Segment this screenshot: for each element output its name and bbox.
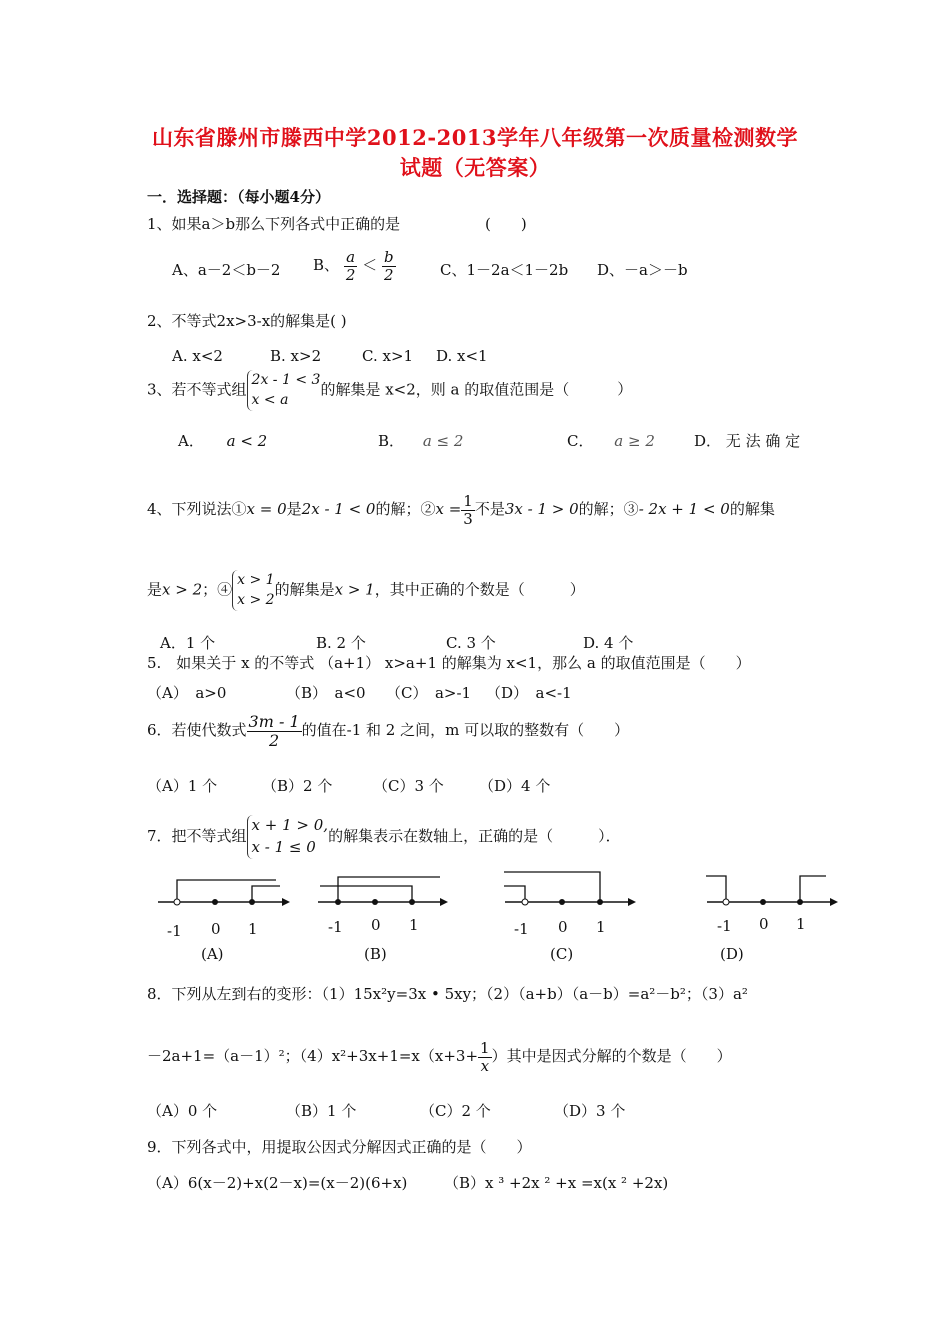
q2-option-d: D. x<1 [436,347,488,365]
tick-c-1: 1 [596,918,606,936]
q4-frac: $\frac{1}{3}$ [463,492,473,528]
q6-stem: 6．若使代数式 $\frac{3m - 1}{2}$ 的值在-1 和 2 之间，m 可以取的整数有（ ） [147,712,630,750]
q1-option-d: D、－a＞－b [597,261,688,279]
q4-option-d: D. 4 个 [583,634,634,652]
q2-stem: 2、不等式2x>3-x的解集是( ) [147,312,347,330]
tick-a-1: 1 [248,920,258,938]
q6-frac: $\frac{3m - 1}{2}$ [248,712,300,750]
tick-b-1: 1 [409,916,419,934]
q6-option-a: （A）1 个 [147,777,218,795]
q8-frac: $\frac{1}{x}$ [480,1039,490,1075]
q1-b-frac-b: $\frac{b}{2}$ [383,248,394,284]
q8-option-c: （C）2 个 [420,1102,491,1120]
q3-option-d: D． 无 法 确 定 [694,432,801,450]
q9-option-a: （A）6(x－2)+x(2－x)=(x－2)(6+x) [147,1174,408,1192]
q1-option-b [313,249,396,283]
q8-line2: －2a+1=（a－1）²；（4）x²+3x+1=x（x+3+ $\frac{1}{x}$ ）其中是因式分解的个数是（ ） [147,1039,732,1075]
q4-option-a: A．1 个 [160,634,216,652]
q1-b-lt: ＜ [362,256,378,274]
number-line-c [504,872,636,906]
q5-option-b: （B） a<0 [286,684,366,702]
tick-a-m1: -1 [167,922,182,940]
q7-number-lines [150,868,850,968]
tick-c-0: 0 [558,918,568,936]
number-line-a [158,880,290,906]
q4-system: x > 1 x > 2 [232,570,274,611]
q7-label-b: (B) [364,945,387,963]
number-line-d [706,876,838,906]
q9-option-b: （B）x ³ +2x ² +x =x(x ² +2x) [444,1174,669,1192]
tick-b-0: 0 [371,916,381,934]
q1-stem: 1、如果a＞b那么下列各式中正确的是 [147,215,401,233]
q3-option-c: C． a ≥ 2 [567,432,655,450]
q8-option-a: （A）0 个 [147,1102,218,1120]
q5-option-c: （C） a>-1 [386,684,472,702]
q4-option-b: B. 2 个 [316,634,366,652]
q3-option-a: A． a < 2 [178,432,268,450]
q1-option-a: A、a－2＜b－2 [172,261,281,279]
q7-stem: 7．把不等式组x + 1 > 0, x - 1 ≤ 0的解集表示在数轴上，正确的是（ ）． [147,815,621,859]
q2-option-a: A. x<2 [172,347,223,365]
q8-option-b: （B）1 个 [286,1102,357,1120]
q7-system: x + 1 > 0, x - 1 ≤ 0 [247,815,329,859]
q4-line1: 4、下列说法①x = 0是2x - 1 < 0的解；②x = $\frac{1}{3}$ 不是3x - 1 > 0的解；③- 2x + 1 < 0的解集 [147,492,775,528]
tick-c-m1: -1 [514,920,529,938]
tick-d-0: 0 [759,915,769,933]
q5-option-d: （D） a<-1 [486,684,572,702]
tick-d-m1: -1 [717,917,732,935]
q6-option-c: （C）3 个 [373,777,444,795]
q7-label-c: (C) [550,945,574,963]
q4-line2: 是x > 2；④x > 1 x > 2的解集是x > 1，其中正确的个数是（ ） [147,570,585,611]
number-line-b [318,877,448,906]
section-heading: 一．选择题：（每小题4分） [147,188,330,206]
q3-system: 2x - 1 < 3 x < a [247,370,321,411]
q3-option-b: B． a ≤ 2 [378,432,464,450]
q5-stem: 5. 如果关于 x 的不等式 （a+1） x>a+1 的解集为 x<1，那么 a 的取值范围是（ ） [147,654,751,672]
q9-stem: 9．下列各式中，用提取公因式分解因式正确的是（ ） [147,1138,532,1156]
q1-option-c: C、1－2a＜1－2b [440,261,569,279]
q8-line1: 8．下列从左到右的变形：（1）15x²y=3x • 5xy；（2）（a+b）（a－b）=a²－b²；（3）a² [147,985,748,1003]
q1-b-frac-a: $\frac{a}{2}$ [345,248,356,284]
q8-option-d: （D）3 个 [554,1102,626,1120]
q6-option-b: （B）2 个 [262,777,333,795]
q1-b-label: B、 [313,256,340,274]
tick-d-1: 1 [796,915,806,933]
tick-a-0: 0 [211,920,221,938]
q6-option-d: （D）4 个 [479,777,551,795]
doc-title-line2: 试题（无答案） [399,155,551,180]
q7-label-a: (A) [201,945,224,963]
doc-title-line1: 山东省滕州市滕西中学2012-2013学年八年级第一次质量检测数学 [151,125,799,150]
q4-option-c: C. 3 个 [446,634,496,652]
q7-label-d: (D) [720,945,744,963]
q1-paren: ( ) [485,215,527,233]
q3-stem: 3、若不等式组2x - 1 < 3 x < a的解集是 x<2，则 a 的取值范围是（ ） [147,370,632,411]
q5-option-a: （A） a>0 [147,684,227,702]
tick-b-m1: -1 [328,918,343,936]
q2-option-c: C. x>1 [362,347,414,365]
q2-option-b: B. x>2 [270,347,322,365]
